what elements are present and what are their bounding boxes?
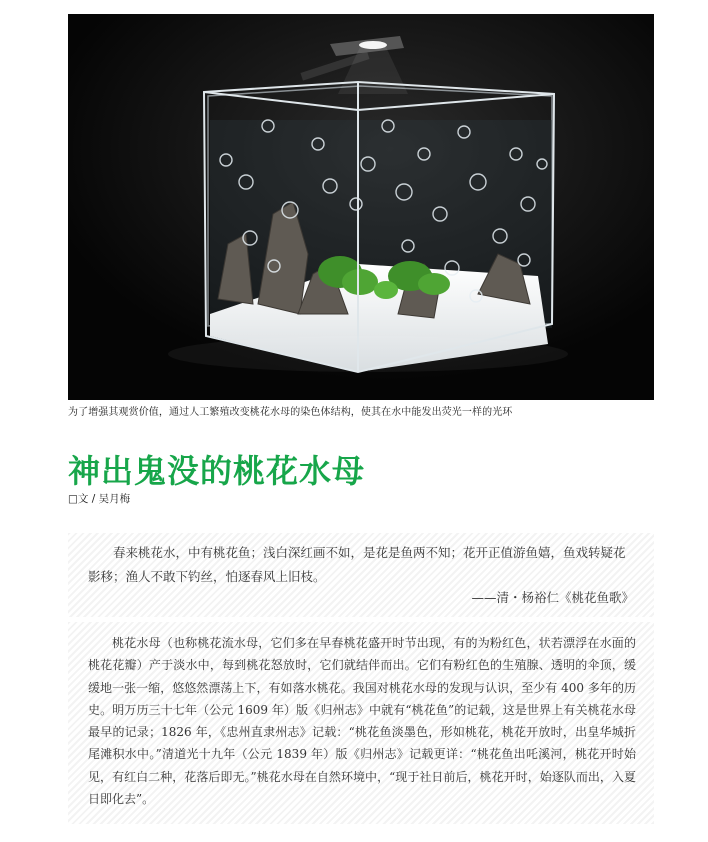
photo-caption: 为了增强其观赏价值，通过人工繁殖改变桃花水母的染色体结构，使其在水中能发出荧光一样的光环 bbox=[68, 407, 513, 418]
body-paragraph: 桃花水母（也称桃花流水母，它们多在早春桃花盛开时节出现，有的为粉红色，状若漂浮在水面的桃花花瓣）产于淡水中，每到桃花怒放时，它们就结伴而出。它们有粉红色的生殖腺、透明的伞顶，缓缓地一张一缩，悠悠然漂荡上下，有如落水桃花。我国对桃花水母的发现与认识，至少有 400 多年的历史。明万历三十七年（公元 1609 年）版《归州志》中就有“桃花鱼”的记载，这是世界上有关桃花水母最早的记录；1826 年，《忠州直隶州志》记载：“桃花鱼淡墨色，形如桃花，桃花开放时，出皇华城折尾滩积水中。”清道光十九年（公元 1839 年）版《归州志》记载更详：“桃花鱼出吒溪河，桃花开时始见，有红白二种，花落后即无。”桃花水母在自然环境中，“现于社日前后，桃花开时，始逐队而出，入夏日即化去”。 bbox=[88, 636, 636, 807]
poem-attribution: ——清・杨裕仁《桃花鱼歌》 bbox=[471, 590, 634, 605]
aquarium-jellyfish-illustration bbox=[68, 14, 654, 400]
poem-panel bbox=[68, 533, 654, 617]
article-title: 神出鬼没的桃花水母 bbox=[68, 452, 366, 490]
article-byline: □文 / 吴月梅 bbox=[68, 493, 131, 505]
body-panel bbox=[68, 622, 654, 824]
aquarium-photo bbox=[68, 14, 654, 400]
poem-text: 春来桃花水，中有桃花鱼；浅白深红画不如，是花是鱼两不知；花开正值游鱼嬉，鱼戏转疑花影移；渔人不敢下钓丝，怕逐春风上旧枝。 bbox=[88, 545, 626, 584]
